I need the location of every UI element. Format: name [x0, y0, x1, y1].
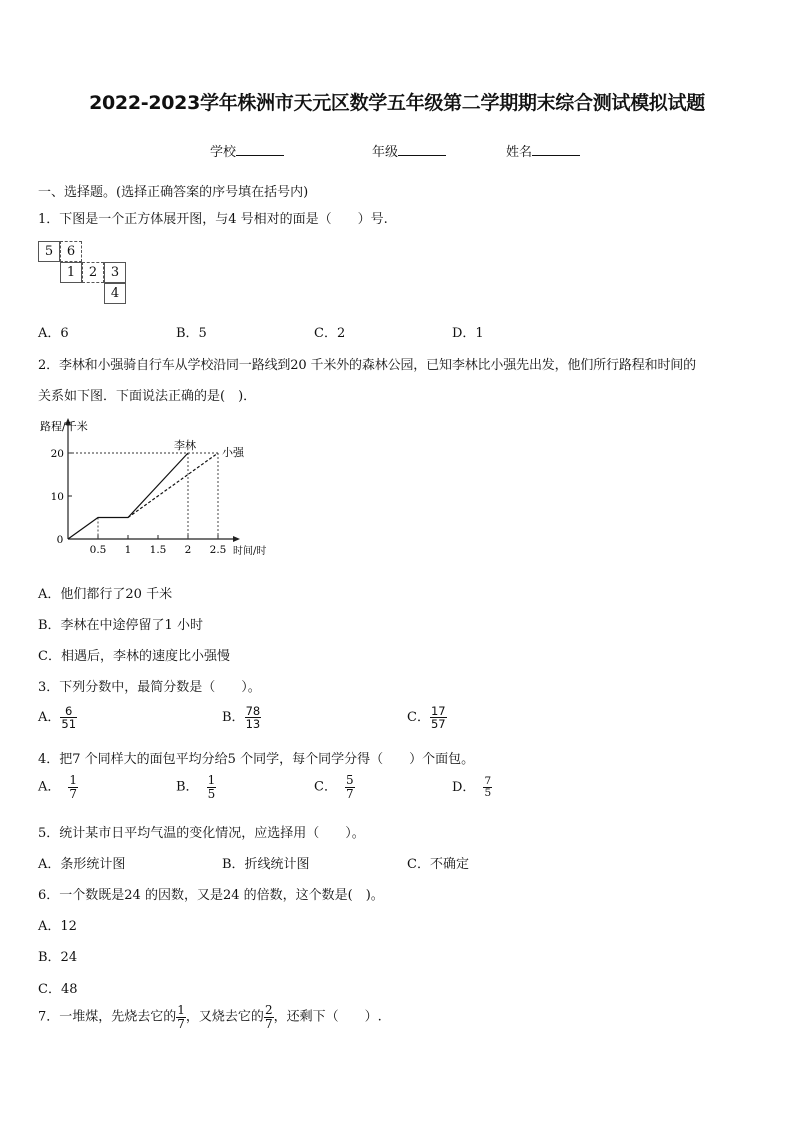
net-cell: 6	[60, 241, 82, 262]
q3-stem: 3．下列分数中，最简分数是（ ）。	[38, 680, 261, 695]
y-tick-label: 10	[50, 491, 64, 503]
q4-option-c	[314, 774, 355, 800]
fraction-denominator: 7	[177, 1016, 185, 1031]
q2-option-a: A．他们都行了20 千米	[38, 587, 173, 602]
series-line-xiaoqiang	[128, 453, 218, 518]
option-label: C．	[407, 710, 430, 726]
q4-option-b	[176, 774, 216, 800]
q6-stem: 6．一个数既是24 的因数，又是24 的倍数，这个数是( )。	[38, 888, 384, 903]
option-label: D．	[452, 780, 476, 796]
net-cell: 1	[60, 262, 82, 283]
cube-net	[38, 241, 130, 307]
fraction-numerator: 5	[345, 773, 354, 787]
fraction-denominator: 13	[245, 717, 261, 732]
fraction-numerator: 78	[245, 704, 261, 718]
grade-blank	[398, 143, 446, 156]
series-label-xiaoqiang: 小强	[222, 446, 244, 459]
name-label: 姓名	[506, 145, 533, 160]
option-label: C．	[314, 779, 337, 795]
fraction-denominator: 5	[207, 786, 216, 801]
q6-option-c: C．48	[38, 982, 78, 997]
y-tick-label: 20	[50, 448, 64, 460]
net-cell: 4	[104, 283, 126, 304]
fraction-numerator: 1	[177, 1003, 185, 1017]
option-label: B．	[222, 710, 245, 726]
q4-option-d	[452, 776, 492, 799]
distance-time-chart	[36, 416, 286, 562]
option-label: B．	[176, 779, 199, 795]
y-axis-label: 路程/千米	[40, 420, 88, 433]
q1-option-d: D．1	[452, 326, 484, 341]
q1-option-c: C．2	[314, 326, 346, 341]
fraction-denominator: 7	[69, 786, 78, 801]
name-blank	[532, 143, 580, 156]
school-blank	[236, 143, 284, 156]
q5-option-b: B．折线统计图	[222, 857, 310, 872]
option-label: A．	[38, 710, 61, 726]
fraction-denominator: 51	[61, 717, 77, 732]
x-axis-label: 时间/时	[233, 546, 267, 557]
q3-option-a	[38, 705, 77, 730]
q6-option-b: B．24	[38, 950, 78, 965]
fraction-denominator: 7	[264, 1016, 273, 1031]
section-heading: 一、选择题。(选择正确答案的序号填在括号内)	[38, 185, 309, 200]
net-cell: 3	[104, 262, 126, 283]
q5-stem: 5．统计某市日平均气温的变化情况，应选择用（ ）。	[38, 826, 365, 841]
fraction-numerator: 1	[207, 773, 216, 787]
q2-option-b: B．李林在中途停留了1 小时	[38, 618, 203, 633]
page-title: 2022-2023学年株洲市天元区数学五年级第二学期期末综合测试模拟试题	[89, 92, 705, 114]
school-label: 学校	[210, 145, 237, 160]
series-label-lilin: 李林	[174, 439, 196, 452]
x-tick-label: 1.5	[149, 544, 167, 556]
grade-label: 年级	[372, 145, 399, 160]
x-tick-label: 2	[184, 544, 192, 556]
fraction-numerator: 6	[60, 705, 77, 718]
x-tick-label: 1	[124, 544, 132, 556]
fraction-numerator: 17	[430, 704, 446, 718]
q2-stem-line2: 关系如下图．下面说法正确的是( )．	[38, 389, 257, 404]
q7-text-1: 7．一堆煤，先烧去它的	[38, 1009, 177, 1025]
fraction-denominator: 7	[345, 786, 354, 801]
q2-stem-line1: 2．李林和小强骑自行车从学校沿同一路线到20 千米外的森林公园，已知李林比小强先出发，他们所行路程和时间的	[38, 358, 696, 373]
name-field	[506, 141, 580, 160]
net-cell: 5	[38, 241, 60, 262]
origin-label: 0	[56, 534, 64, 546]
fraction-denominator: 5	[484, 787, 492, 800]
q5-option-c: C．不确定	[407, 857, 469, 872]
q7-text-2: ，又烧去它的	[185, 1009, 264, 1025]
q1-option-a: A．6	[38, 326, 69, 341]
school-field	[210, 141, 284, 160]
x-tick-label: 0.5	[89, 544, 107, 556]
fraction-denominator: 57	[430, 717, 446, 732]
q4-stem: 4．把7 个同样大的面包平均分给5 个同学，每个同学分得（ ）个面包。	[38, 752, 475, 767]
fraction-numerator: 1	[69, 773, 78, 787]
q5-option-a: A．条形统计图	[38, 857, 126, 872]
q7-text-3: ，还剩下（ ）.	[273, 1009, 382, 1025]
x-tick-label: 2.5	[209, 544, 227, 556]
fraction-numerator: 2	[264, 1003, 273, 1017]
q3-option-b	[222, 705, 261, 730]
q3-option-c	[407, 705, 447, 730]
x-axis-arrow	[233, 536, 240, 542]
series-line-lilin	[68, 453, 188, 539]
q4-option-a	[38, 774, 78, 800]
q7-stem	[38, 1004, 382, 1030]
q1-option-b: B．5	[176, 326, 207, 341]
q6-option-a: A．12	[38, 919, 77, 934]
q1-stem: 1．下图是一个正方体展开图，与4 号相对的面是（ ）号.	[38, 212, 388, 227]
fraction-numerator: 7	[484, 775, 492, 787]
grade-field	[372, 141, 446, 160]
net-cell: 2	[82, 262, 104, 283]
option-label: A．	[38, 779, 61, 795]
q2-option-c: C．相遇后，李林的速度比小强慢	[38, 649, 230, 664]
